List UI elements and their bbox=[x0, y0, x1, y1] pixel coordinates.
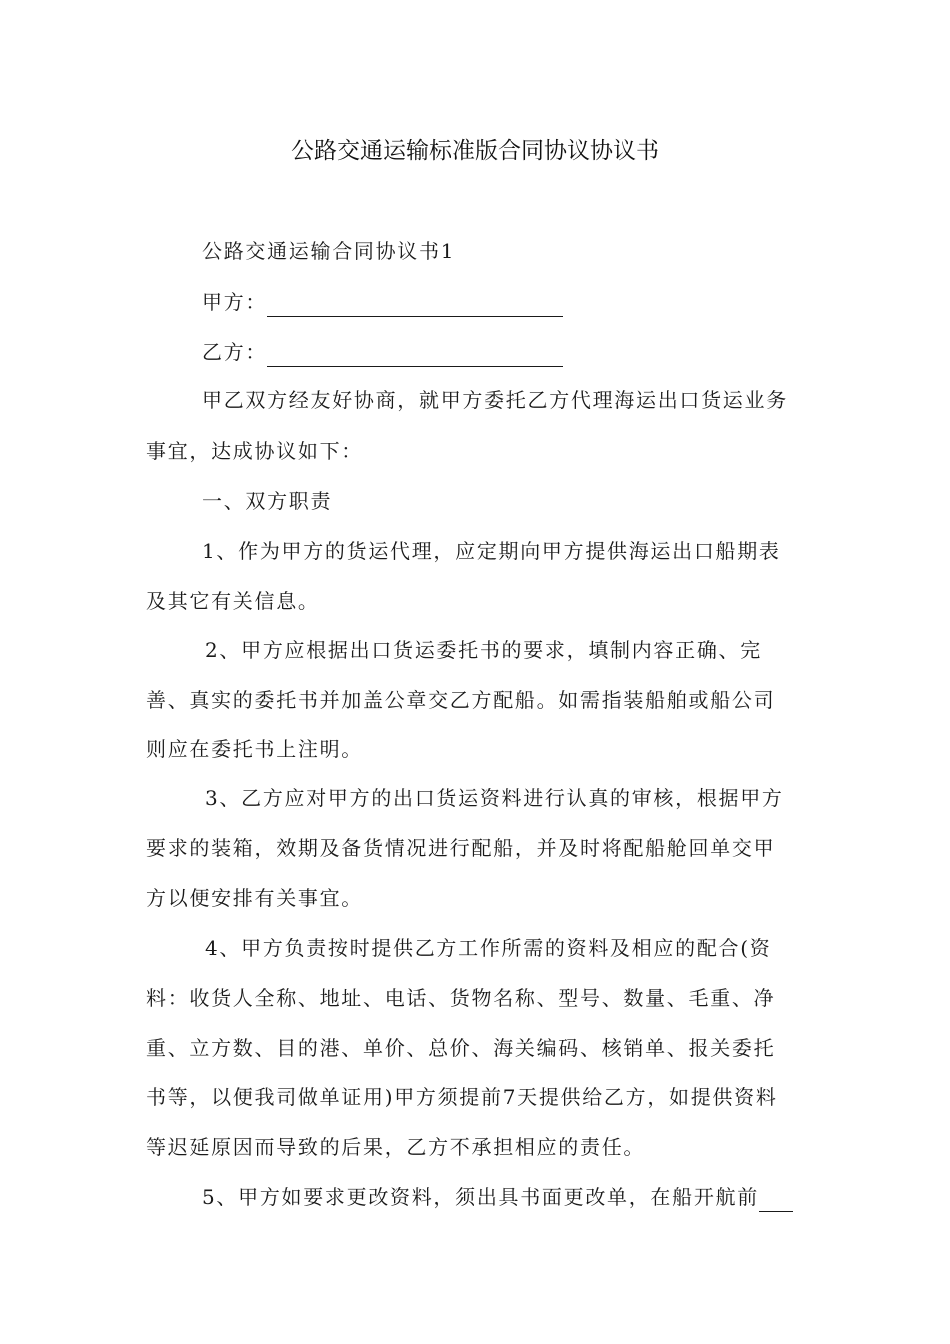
paragraph-line: 3、乙方应对甲方的出口货运资料进行认真的审核，根据甲方 bbox=[205, 786, 784, 810]
paragraph-line bbox=[202, 1182, 816, 1212]
paragraph-line: 要求的装箱，效期及备货情况进行配船，并及时将配船舱回单交甲 bbox=[146, 836, 776, 860]
paragraph-line: 甲乙双方经友好协商，就甲方委托乙方代理海运出口货运业务 bbox=[202, 388, 788, 412]
paragraph-line: 及其它有关信息。 bbox=[146, 589, 320, 613]
document-title: 公路交通运输标准版合同协议协议书 bbox=[291, 138, 659, 164]
party-b-label: 乙方： bbox=[202, 340, 268, 364]
clause-5-text: 5、甲方如要求更改资料，须出具书面更改单，在船开航前 bbox=[202, 1185, 759, 1209]
party-a-line bbox=[202, 287, 816, 317]
paragraph-line: 方以便安排有关事宜。 bbox=[146, 886, 363, 910]
party-b-blank bbox=[267, 344, 563, 367]
clause-5-blank bbox=[759, 1189, 793, 1212]
paragraph-line: 事宜，达成协议如下： bbox=[146, 439, 363, 463]
paragraph-line: 书等，以便我司做单证用)甲方须提前7天提供给乙方，如提供资料 bbox=[146, 1085, 778, 1109]
paragraph-line: 则应在委托书上注明。 bbox=[146, 737, 363, 761]
paragraph-line: 重、立方数、目的港、单价、总价、海关编码、核销单、报关委托 bbox=[146, 1036, 776, 1060]
party-a-label: 甲方： bbox=[202, 290, 268, 314]
paragraph-line: 2、甲方应根据出口货运委托书的要求，填制内容正确、完 bbox=[205, 638, 762, 662]
paragraph-line: 1、作为甲方的货运代理，应定期向甲方提供海运出口船期表 bbox=[202, 539, 781, 563]
party-b-line bbox=[202, 337, 816, 367]
paragraph-line: 料：收货人全称、地址、电话、货物名称、型号、数量、毛重、净 bbox=[146, 986, 776, 1010]
contract-heading: 公路交通运输合同协议书1 bbox=[202, 239, 456, 263]
party-a-blank bbox=[267, 294, 563, 317]
paragraph-line: 等迟延原因而导致的后果，乙方不承担相应的责任。 bbox=[146, 1135, 646, 1159]
paragraph-line: 善、真实的委托书并加盖公章交乙方配船。如需指装船舶或船公司 bbox=[146, 688, 776, 712]
section-heading: 一、双方职责 bbox=[202, 489, 333, 513]
paragraph-line: 4、甲方负责按时提供乙方工作所需的资料及相应的配合(资 bbox=[205, 936, 772, 960]
